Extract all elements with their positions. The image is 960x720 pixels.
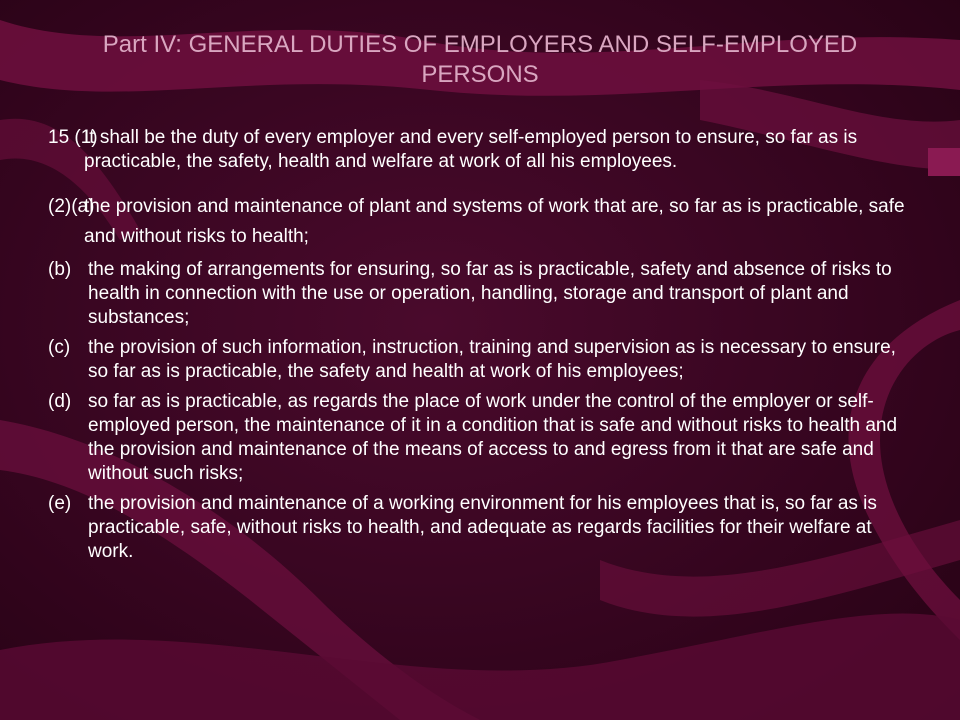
- paragraph-b: [48, 258, 918, 330]
- paragraph-marker: (c): [48, 337, 71, 358]
- paragraph-15-1: [48, 126, 918, 174]
- paragraph-2a: [48, 192, 918, 252]
- paragraph-text: the provision and maintenance of plant and systems of work that are, so far as is practicable, safe and without risks to health;: [84, 196, 905, 247]
- paragraph-text: so far as is practicable, as regards the place of work under the control of the employer or self-employed person, the maintenance of it in a condition that is safe and without risks to health and the provision and maintenance of the means of access to and egress from it that are safe and without such risks;: [88, 391, 898, 484]
- bottom-wave-band: [0, 614, 960, 720]
- paragraph-text: It shall be the duty of every employer and every self-employed person to ensure, so far as is practicable, the safety, health and welfare at work of all his employees.: [84, 127, 858, 172]
- slide-body: [48, 126, 918, 570]
- slide-title: Part IV: GENERAL DUTIES OF EMPLOYERS AND SELF-EMPLOYED PERSONS: [102, 31, 858, 88]
- paragraph-marker: (d): [48, 391, 72, 412]
- paragraph-marker: 15 (1): [48, 127, 98, 148]
- paragraph-d: [48, 390, 918, 486]
- paragraph-text: the provision of such information, instruction, training and supervision as is necessary to ensure, so far as is practicable, the safety and health at work of his employees;: [88, 337, 896, 382]
- paragraph-marker: (2)(a): [48, 196, 95, 217]
- paragraph-marker: (b): [48, 259, 72, 280]
- paragraph-text: the making of arrangements for ensuring, so far as is practicable, safety and absence of risks to health in connection with the use or operation, handling, storage and transport of plant and substances;: [88, 259, 892, 328]
- paragraph-e: [48, 492, 918, 564]
- paragraph-marker: (e): [48, 493, 72, 514]
- right-edge-tab: [928, 148, 960, 176]
- paragraph-text: the provision and maintenance of a working environment for his employees that is, so far as is practicable, safe, without risks to health, and adequate as regards facilities for their welfare at work.: [88, 493, 877, 562]
- paragraph-c: [48, 336, 918, 384]
